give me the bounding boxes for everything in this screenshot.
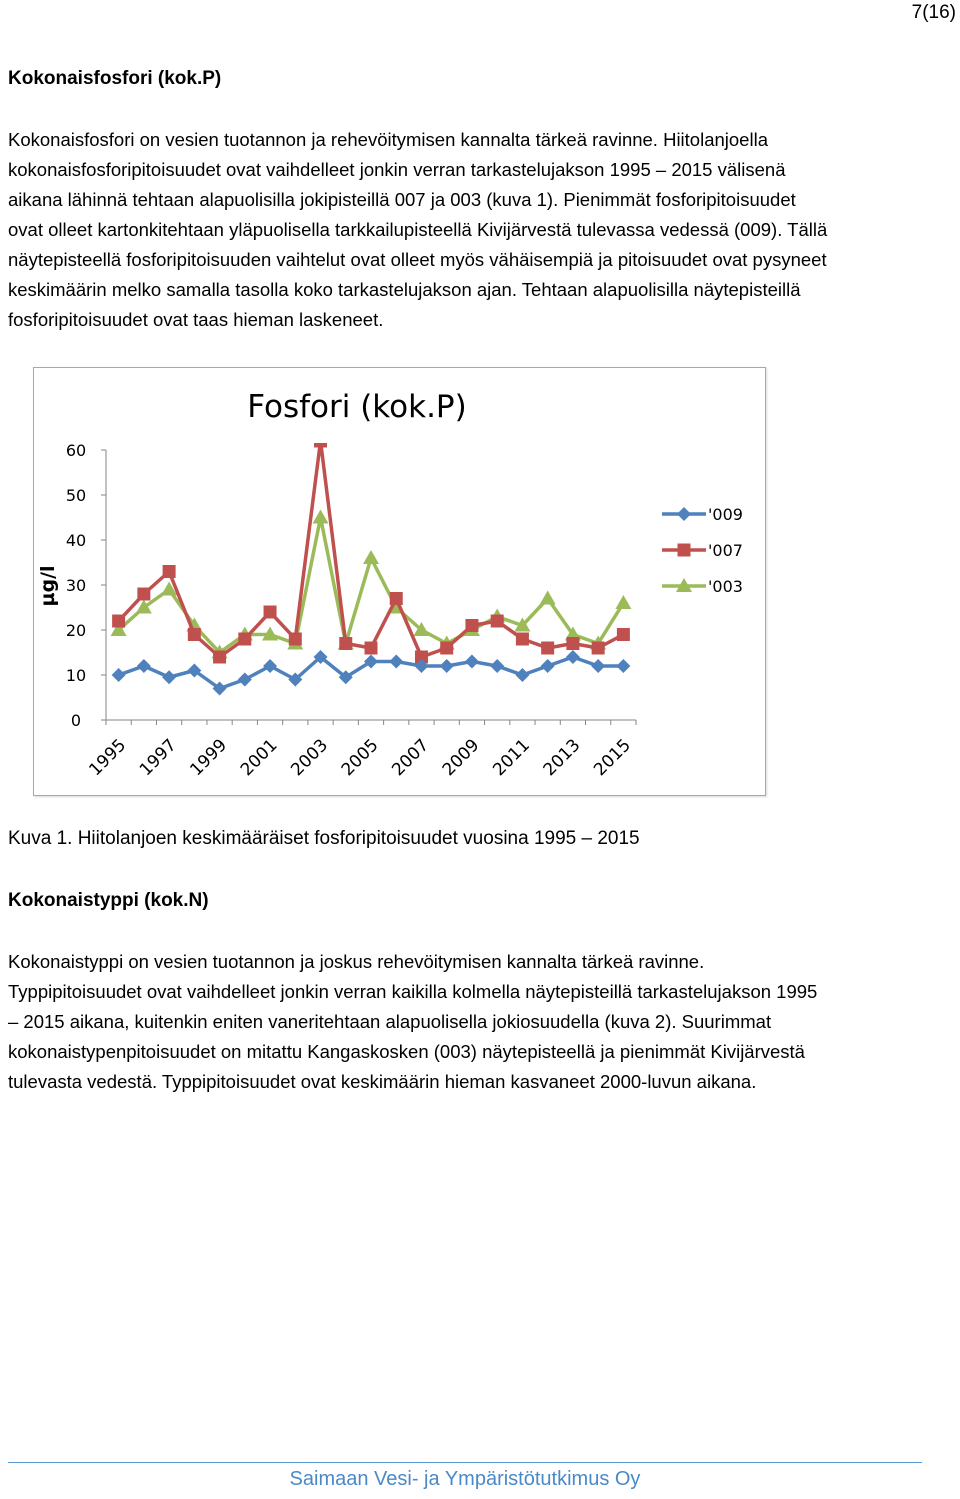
x-tick-label: 2001 (236, 735, 282, 781)
paragraph-line: kokonaistypenpitoisuudet on mitattu Kangaskosken (003) näytepisteellä ja pienimmät Kivijärvestä (8, 1041, 805, 1062)
y-tick-label: 50 (65, 486, 87, 505)
legend-label: '003 (708, 577, 743, 596)
data-point (440, 642, 453, 655)
paragraph-line: ovat olleet kartonkitehtaan yläpuolisella tarkkailupisteellä Kivijärvestä tulevassa vedessä (009). Tällä (8, 219, 828, 240)
x-tick-label: 2007 (388, 735, 434, 781)
paragraph-line: tulevasta vedestä. Typpipitoisuudet ovat keskimäärin hieman kasvaneet 2000-luvun aikana. (8, 1071, 757, 1092)
data-point (238, 673, 252, 687)
x-tick-label: 2003 (287, 735, 333, 781)
data-point (363, 550, 379, 564)
legend-label: '009 (708, 505, 743, 524)
data-point (313, 510, 329, 524)
data-point (516, 633, 529, 646)
series-007 (112, 435, 630, 664)
data-point (188, 628, 201, 641)
paragraph-line: Kokonaistyppi on vesien tuotannon ja joskus rehevöitymisen kannalta tärkeä ravinne. (8, 951, 705, 972)
y-tick-label: 40 (65, 531, 87, 550)
data-point (541, 642, 554, 655)
legend-label: '007 (708, 541, 743, 560)
paragraph-line: Kokonaisfosfori on vesien tuotannon ja rehevöitymisen kannalta tärkeä ravinne. Hiitolanjoella (8, 129, 768, 150)
paragraph-phosphorus (8, 125, 957, 335)
data-point (339, 637, 352, 650)
y-tick-label: 60 (65, 441, 87, 460)
data-point (566, 650, 580, 664)
data-point (163, 565, 176, 578)
y-axis-label: µg/l (37, 565, 59, 607)
y-tick-label: 0 (70, 711, 82, 730)
data-point (389, 655, 403, 669)
data-point (465, 619, 478, 632)
y-tick-label: 10 (65, 666, 87, 685)
data-point (592, 642, 605, 655)
x-tick-label: 1995 (85, 735, 131, 781)
section-title-nitrogen: Kokonaistyppi (kok.N) (8, 890, 209, 911)
data-point (238, 633, 251, 646)
data-point (440, 659, 454, 673)
paragraph-line: fosforipitoisuudet ovat taas hieman laskeneet. (8, 309, 384, 330)
paragraph-nitrogen (8, 947, 957, 1097)
data-point (615, 595, 631, 609)
data-point (112, 615, 125, 628)
legend-marker (678, 544, 691, 557)
paragraph-line: näytepisteellä fosforipitoisuuden vaihtelut ovat olleet myös vähäisempiä ja pitoisuudet ovat pysyneet (8, 249, 827, 270)
data-point (465, 655, 479, 669)
series-009 (112, 650, 631, 696)
paragraph-line: keskimäärin melko samalla tasolla koko tarkastelujakson ajan. Tehtaan alapuolisilla näytepisteillä (8, 279, 801, 300)
x-tick-label: 2011 (489, 735, 534, 781)
data-point (112, 668, 126, 682)
x-tick-label: 2015 (590, 735, 635, 781)
paragraph-line: – 2015 aikana, kuitenkin eniten vaneritehtaan alapuolisella jokiosuudella (kuva 2). Suurimmat (8, 1011, 772, 1032)
x-tick-label: 2013 (539, 735, 585, 781)
data-point (566, 637, 579, 650)
data-point (289, 633, 302, 646)
data-point (515, 668, 529, 682)
data-point (264, 606, 277, 619)
footer-text: Saimaan Vesi- ja Ympäristötutkimus Oy (289, 1468, 641, 1490)
data-point (390, 592, 403, 605)
section-title-phosphorus: Kokonaisfosfori (kok.P) (8, 68, 222, 89)
data-point (541, 659, 555, 673)
legend-entry (662, 505, 743, 524)
data-point (616, 659, 630, 673)
paragraph-line: aikana lähinnä tehtaan alapuolisilla jokipisteillä 007 ja 003 (kuva 1). Pienimmät fosforipitoisuudet (8, 189, 796, 210)
paragraph-line: kokonaisfosforipitoisuudet ovat vaihdelleet jonkin verran tarkastelujakson 1995 – 2015 välisenä (8, 159, 786, 180)
data-point (137, 588, 150, 601)
legend-marker (677, 507, 691, 521)
data-point (263, 659, 277, 673)
phosphorus-chart-frame (33, 367, 766, 796)
phosphorus-line-chart (34, 368, 765, 795)
page-number: 7(16) (911, 2, 956, 23)
data-point (314, 435, 327, 448)
x-tick-label: 2005 (337, 735, 383, 781)
data-point (162, 670, 176, 684)
data-point (490, 659, 504, 673)
data-point (137, 659, 151, 673)
data-point (491, 615, 504, 628)
data-point (365, 642, 378, 655)
x-tick-label: 1997 (135, 735, 181, 781)
data-point (540, 591, 556, 605)
data-point (213, 651, 226, 664)
y-tick-label: 20 (65, 621, 87, 640)
data-point (591, 659, 605, 673)
footer-divider (8, 1462, 922, 1463)
legend-entry (662, 541, 743, 560)
chart-title: Fosfori (kok.P) (247, 389, 467, 425)
y-tick-label: 30 (65, 576, 87, 595)
x-tick-label: 2009 (438, 735, 484, 781)
legend-entry (662, 577, 743, 596)
data-point (617, 628, 630, 641)
x-tick-label: 1999 (186, 735, 232, 781)
paragraph-line: Typpipitoisuudet ovat vaihdelleet jonkin verran kaikilla kolmella näytepisteillä tarkastelujakson 1995 (8, 981, 818, 1002)
figure-caption: Kuva 1. Hiitolanjoen keskimääräiset fosforipitoisuudet vuosina 1995 – 2015 (8, 828, 640, 849)
